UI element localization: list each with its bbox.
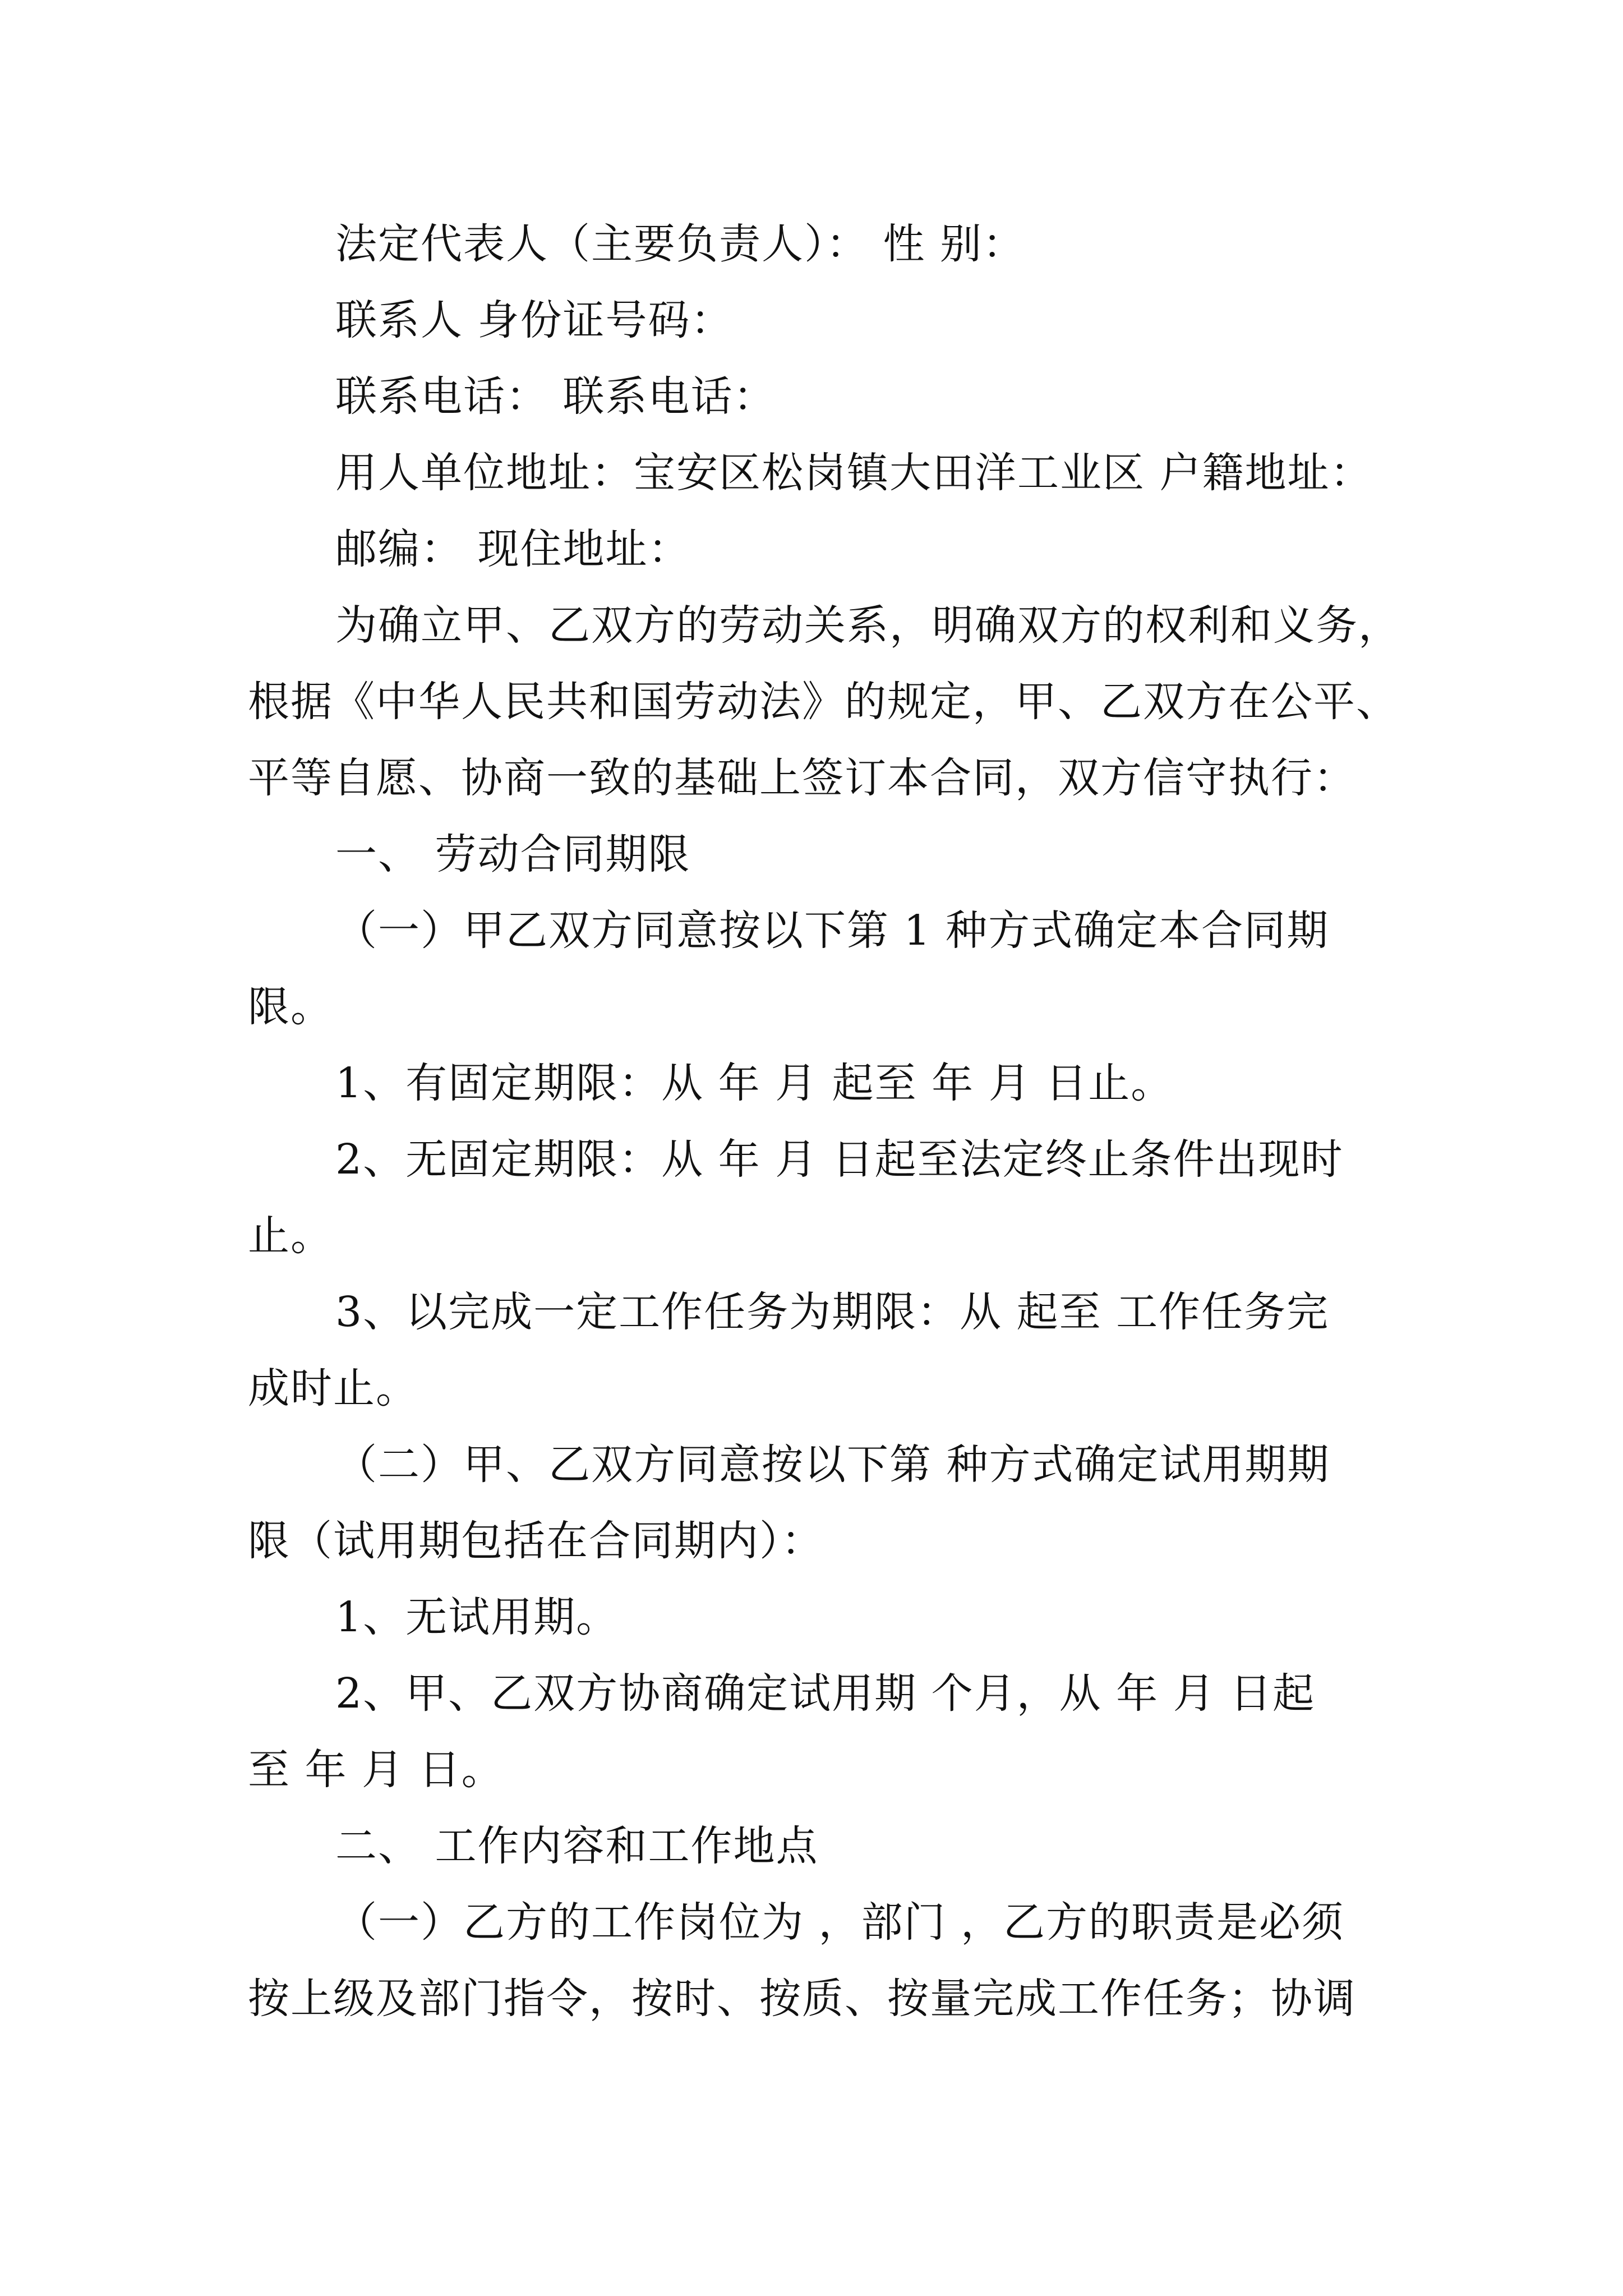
clause-1-2-line-2: 限（试用期包括在合同期内）： <box>248 1517 824 1565</box>
task-term-line-1: 3、以完成一定工作任务为期限：从 起至 工作任务完 <box>335 1288 1330 1336</box>
probation-line-2: 至 年 月 日。 <box>248 1746 504 1794</box>
section-1-heading: 一、 劳动合同期限 <box>335 830 691 878</box>
clause-2-1-line-2: 按上级及部门指令，按时、按质、按量完成工作任务；协调 <box>248 1975 1356 2023</box>
clause-1-1-line-1: （一）甲乙双方同意按以下第 1 种方式确定本合同期 <box>335 907 1330 955</box>
clause-1-1-line-2: 限。 <box>248 983 333 1031</box>
clause-2-1-line-1: （一）乙方的工作岗位为 ，部门 ，乙方的职责是必须 <box>335 1898 1345 1947</box>
preamble-line-1: 为确立甲、乙双方的劳动关系，明确双方的权利和义务， <box>335 601 1401 650</box>
no-probation-line: 1、无试用期。 <box>335 1593 619 1641</box>
preamble-line-3: 平等自愿、协商一致的基础上签订本合同，双方信守执行： <box>248 754 1356 802</box>
open-term-line-1: 2、无固定期限：从 年 月 日起至法定终止条件出现时 <box>335 1135 1344 1184</box>
section-2-heading: 二、 工作内容和工作地点 <box>335 1822 819 1870</box>
fixed-term-line: 1、有固定期限：从 年 月 起至 年 月 日止。 <box>335 1059 1174 1107</box>
employer-address-line: 用人单位地址：宝安区松岗镇大田洋工业区 户籍地址： <box>335 449 1373 497</box>
task-term-line-2: 成时止。 <box>248 1364 418 1412</box>
probation-line-1: 2、甲、乙双方协商确定试用期 个月，从 年 月 日起 <box>335 1669 1316 1718</box>
open-term-line-2: 止。 <box>248 1212 333 1260</box>
legal-representative-line: 法定代表人（主要负责人）： 性 别： <box>335 220 1026 268</box>
contact-phone-line: 联系电话： 联系电话： <box>335 372 776 421</box>
contact-person-line: 联系人 身份证号码： <box>335 296 734 344</box>
preamble-line-2: 根据《中华人民共和国劳动法》的规定，甲、乙双方在公平、 <box>248 678 1399 726</box>
clause-1-2-line-1: （二）甲、乙双方同意按以下第 种方式确定试用期期 <box>335 1441 1330 1489</box>
postcode-line: 邮编： 现住地址： <box>335 525 691 573</box>
